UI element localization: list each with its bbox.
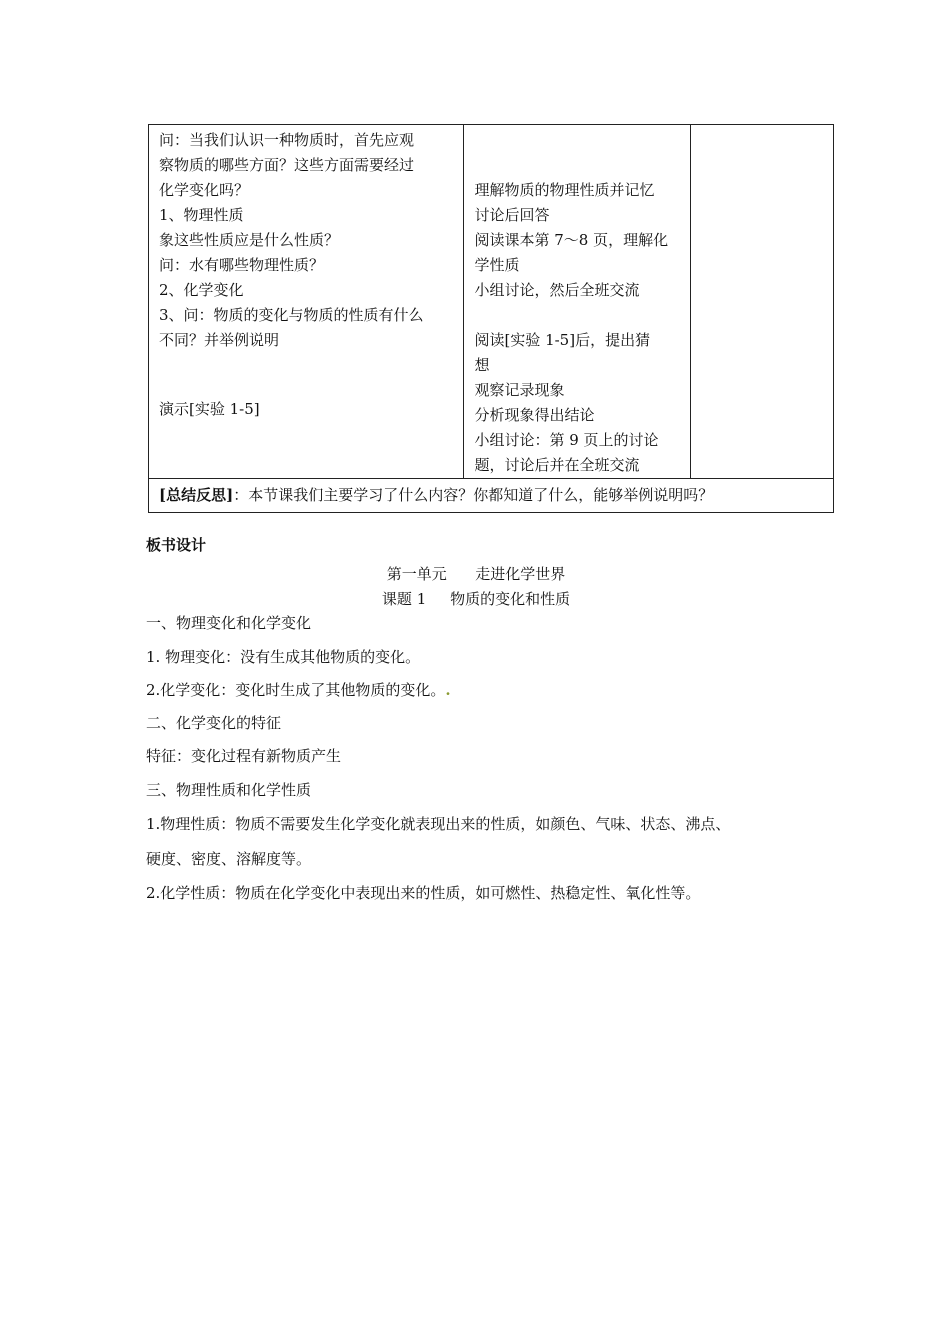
marker-dot: . — [445, 681, 451, 699]
teacher-line: 不同？并举例说明 — [159, 331, 280, 349]
lesson-table — [148, 124, 834, 513]
section-heading: 板书设计 — [146, 536, 207, 554]
teacher-line: 3、问：物质的变化与物质的性质有什么 — [159, 306, 424, 324]
board-line: 1. 物理变化：没有生成其他物质的变化。 — [146, 648, 421, 666]
student-line: 讨论后回答 — [474, 206, 550, 224]
student-activity-cell — [464, 125, 690, 479]
teacher-line: 1、物理性质 — [159, 206, 244, 224]
summary-text: ：本节课我们主要学习了什么内容？你都知道了什么，能够举例说明吗？ — [233, 486, 714, 504]
student-line: 分析现象得出结论 — [474, 406, 595, 424]
notes-cell — [690, 125, 833, 479]
teacher-line: 象这些性质应是什么性质？ — [159, 231, 340, 249]
student-line: 观察记录现象 — [474, 381, 565, 399]
teacher-line: 化学变化吗？ — [159, 181, 250, 199]
board-line: 二、化学变化的特征 — [146, 714, 282, 732]
unit-title: 第一单元 走进化学世界 — [386, 565, 566, 583]
student-line: 题，讨论后并在全班交流 — [474, 456, 640, 474]
summary-row — [149, 479, 834, 513]
summary-label: [总结反思] — [159, 486, 234, 504]
student-line: 学性质 — [474, 256, 520, 274]
board-line: 特征：变化过程有新物质产生 — [146, 747, 342, 765]
teacher-line: 问：水有哪些物理性质？ — [159, 256, 325, 274]
student-line: 小组讨论，然后全班交流 — [474, 281, 640, 299]
table-row — [149, 125, 834, 479]
teacher-line: 察物质的哪些方面？这些方面需要经过 — [159, 156, 415, 174]
teacher-activity-cell — [149, 125, 464, 479]
board-line: 硬度、密度、溶解度等。 — [146, 850, 312, 868]
teacher-demo: 演示[实验 1-5] — [159, 400, 260, 418]
board-line: 三、物理性质和化学性质 — [146, 781, 312, 799]
lesson-title: 课题 1 物质的变化和性质 — [381, 590, 571, 608]
board-line: 1.物理性质：物质不需要发生化学变化就表现出来的性质，如颜色、气味、状态、沸点、 — [146, 815, 731, 833]
board-line: 2.化学性质：物质在化学变化中表现出来的性质，如可燃性、热稳定性、氧化性等。 — [146, 884, 701, 902]
teacher-line: 2、化学变化 — [159, 281, 244, 299]
student-line: 理解物质的物理性质并记忆 — [474, 181, 655, 199]
board-line: 一、物理变化和化学变化 — [146, 614, 312, 632]
student-line: 阅读课本第 7～8 页，理解化 — [474, 231, 669, 249]
student-line: 阅读[实验 1-5]后，提出猜 — [474, 331, 651, 349]
board-line: 2.化学变化：变化时生成了其他物质的变化。. — [146, 681, 451, 699]
teacher-line: 问：当我们认识一种物质时，首先应观 — [159, 131, 415, 149]
summary-cell — [149, 479, 834, 513]
student-line: 想 — [474, 356, 490, 374]
student-line: 小组讨论：第 9 页上的讨论 — [474, 431, 659, 449]
